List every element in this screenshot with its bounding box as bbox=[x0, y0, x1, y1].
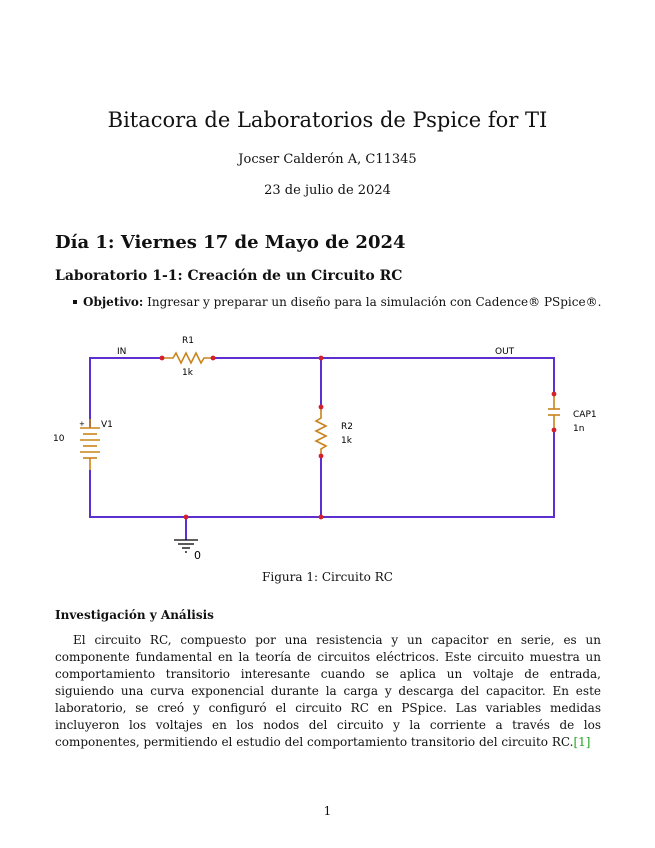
figure-caption: Figura 1: Circuito RC bbox=[262, 570, 393, 584]
investigation-heading: Investigación y Análisis bbox=[55, 608, 214, 622]
objective-text: Ingresar y preparar un diseño para la simulación con Cadence® PSpice®. bbox=[147, 295, 602, 309]
ground-label: 0 bbox=[194, 549, 201, 562]
net-label-in: IN bbox=[117, 347, 127, 357]
v1-value: 10 bbox=[53, 434, 65, 444]
wire-in-left bbox=[90, 358, 162, 428]
pin-markers bbox=[160, 356, 557, 520]
r1-name: R1 bbox=[182, 336, 194, 346]
v1-plus-sign: + bbox=[79, 420, 85, 428]
rc-circuit-diagram bbox=[45, 330, 597, 568]
net-label-out: OUT bbox=[495, 347, 515, 357]
r2-value: 1k bbox=[341, 436, 352, 446]
v1-name: V1 bbox=[101, 420, 113, 430]
bullet-icon bbox=[73, 300, 77, 304]
investigation-text: El circuito RC, compuesto por una resistencia y un capacitor en serie, es un componente fundamental en la teoría de circuitos eléctricos. Este circuito muestra un comportamiento transitorio interesante cuando se aplica un voltaje de entrada, siguiendo una curva exponencial durante la carga y descarga del capacitor. En este laboratorio, se creó y configuró el circuito RC en PSpice. Las variables medidas incluyeron los voltajes en los nodos del circuito y la corriente a través de los componentes, permitiendo el estudio del comportamiento transitorio del circuito RC. bbox=[55, 633, 601, 749]
cap1-name: CAP1 bbox=[573, 410, 597, 420]
document-title: Bitacora de Laboratorios de Pspice for TI bbox=[107, 108, 548, 132]
citation-link[interactable]: [1] bbox=[573, 735, 591, 749]
subsection-heading: Laboratorio 1-1: Creación de un Circuito RC bbox=[55, 268, 403, 284]
date-line: 23 de julio de 2024 bbox=[264, 183, 391, 198]
r2-name: R2 bbox=[341, 422, 353, 432]
wire-top bbox=[213, 358, 554, 394]
objective-bullet bbox=[73, 295, 601, 309]
cap1-capacitor-symbol bbox=[548, 394, 560, 430]
objective-label: Objetivo: bbox=[83, 295, 144, 309]
page-number: 1 bbox=[323, 804, 332, 818]
r2-resistor-symbol bbox=[316, 407, 326, 456]
investigation-paragraph bbox=[55, 632, 601, 751]
section-heading: Día 1: Viernes 17 de Mayo de 2024 bbox=[55, 232, 406, 253]
r1-resistor-symbol bbox=[162, 353, 213, 363]
cap1-value: 1n bbox=[573, 424, 585, 434]
r1-value: 1k bbox=[182, 368, 193, 378]
author-line: Jocser Calderón A, C11345 bbox=[238, 152, 417, 167]
